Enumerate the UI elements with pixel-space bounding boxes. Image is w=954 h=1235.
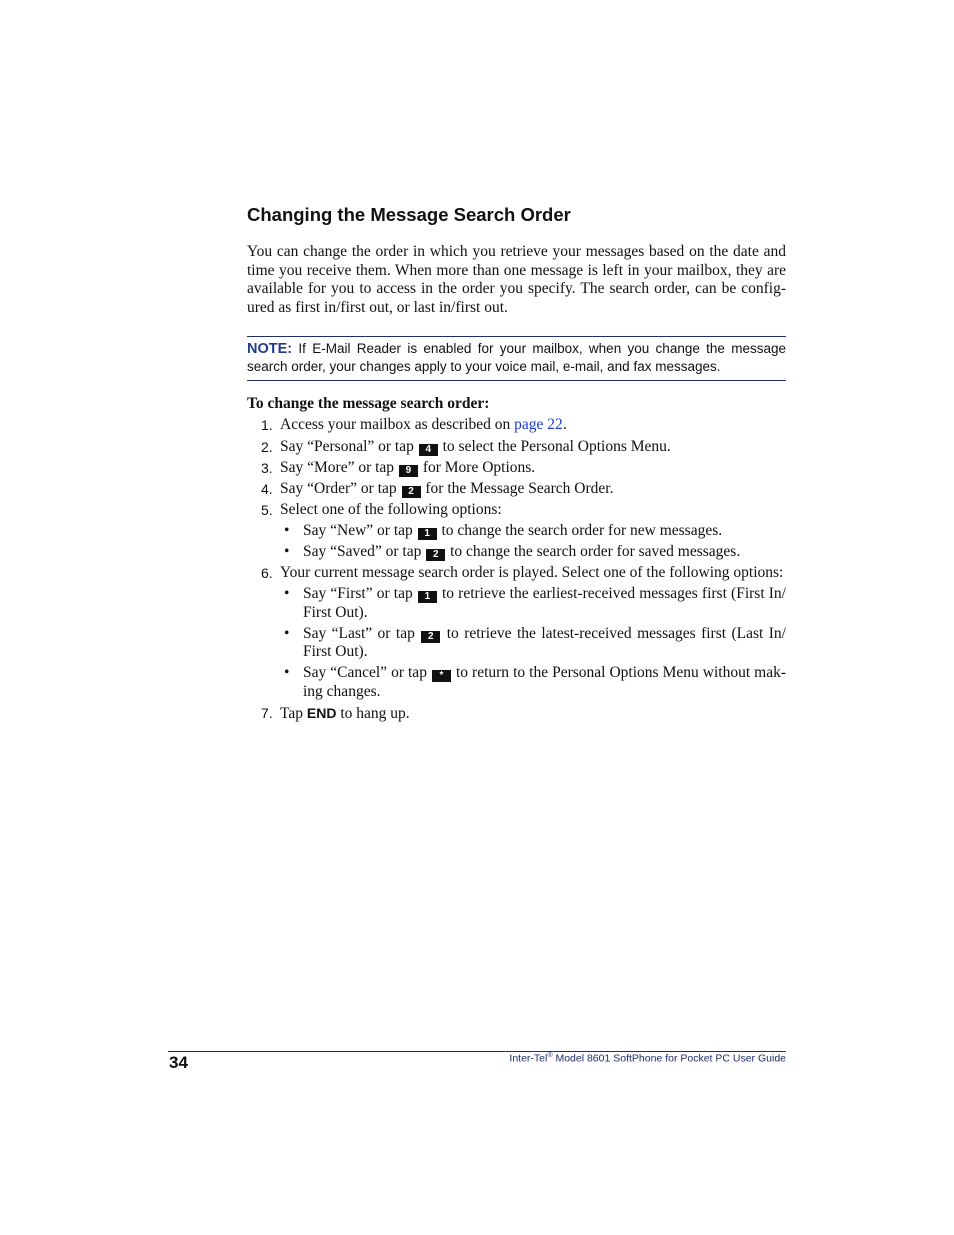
footer-guide-title (509, 1052, 786, 1065)
step-1 (247, 416, 786, 435)
step-6 (247, 564, 786, 701)
bullet-text: Say “Cancel” or tap (303, 664, 431, 682)
bullet-item (280, 625, 786, 662)
step-text: . (562, 416, 567, 434)
intro-paragraph: You can change the order in which you retrieve your messages based on the date and time you receive them. When more than one message is left in your mailbox, they are available for you to access in the order you specify. The search order, can be config-ured as first in/first out, or last in/first out. (247, 243, 786, 317)
bullet-text: Say “New” or tap (303, 521, 417, 539)
step-text: Say “More” or tap (280, 458, 398, 476)
keypad-1-icon: 1 (418, 591, 437, 603)
step-2 (247, 438, 786, 457)
bullet-item (280, 664, 786, 701)
keypad-star-icon: * (432, 670, 451, 682)
step-text: for the Message Search Order. (421, 479, 614, 497)
bullet-text: to retrieve the earliest-received messages first (First In/ First Out). (303, 585, 786, 621)
bullet-text: to change the search order for saved messages. (446, 542, 741, 560)
step-text: Tap (280, 704, 307, 722)
step-text: Your current message search order is played. Select one of the following options: (280, 564, 784, 582)
step-4 (247, 480, 786, 499)
note-label: NOTE: (247, 340, 293, 357)
bullet-icon: • (284, 542, 290, 560)
step-number: 1. (261, 417, 273, 434)
bullet-icon: • (284, 664, 290, 682)
procedure-heading: To change the message search order: (247, 394, 490, 412)
bullet-list (280, 522, 786, 562)
page-number: 34 (169, 1053, 188, 1072)
step-3 (247, 459, 786, 478)
step-text: Access your mailbox as described on (280, 416, 515, 434)
keypad-9-icon: 9 (399, 465, 418, 477)
section-title: Changing the Message Search Order (247, 204, 571, 225)
page-content (247, 200, 786, 723)
keypad-4-icon: 4 (419, 444, 438, 456)
note-text: If E-Mail Reader is enabled for your mailbox, when you change the message search order, your changes apply to your voice mail, e-mail, and fax messages. (247, 340, 786, 375)
bullet-text: Say “First” or tap (303, 585, 417, 603)
note-box (247, 336, 786, 381)
footer-brand: Inter-Tel (509, 1052, 548, 1065)
bullet-list (280, 585, 786, 701)
step-7 (247, 704, 786, 724)
bullet-item (280, 522, 786, 541)
step-number: 2. (261, 438, 273, 455)
bullet-text: to return to the Personal Options Menu without mak-ing changes. (303, 664, 786, 700)
step-text: to select the Personal Options Menu. (438, 437, 671, 455)
keypad-2-icon: 2 (421, 631, 440, 643)
bullet-text: to change the search order for new messages. (437, 521, 723, 539)
step-number: 7. (261, 704, 273, 721)
bullet-icon: • (284, 521, 290, 539)
step-number: 4. (261, 480, 273, 497)
step-number: 3. (261, 459, 273, 476)
step-text: Say “Personal” or tap (280, 437, 418, 455)
bullet-item (280, 543, 786, 562)
step-text: Say “Order” or tap (280, 479, 401, 497)
bullet-text: Say “Saved” or tap (303, 542, 426, 560)
footer-title-text: Model 8601 SoftPhone for Pocket PC User Guide (552, 1052, 786, 1065)
bullet-icon: • (284, 624, 290, 642)
step-text: to hang up. (336, 704, 410, 722)
bullet-text: Say “Last” or tap (303, 624, 421, 642)
step-number: 6. (261, 565, 273, 582)
step-text: for More Options. (418, 458, 536, 476)
steps-list (247, 416, 786, 723)
keypad-2-icon: 2 (426, 549, 445, 561)
page-22-link[interactable]: page 22 (514, 416, 563, 434)
keypad-1-icon: 1 (418, 528, 437, 540)
keypad-2-icon: 2 (402, 486, 421, 498)
step-number: 5. (261, 501, 273, 518)
bullet-icon: • (284, 585, 290, 603)
bullet-text: to retrieve the latest-received messages first (Last In/ First Out). (303, 624, 786, 661)
bullet-item (280, 585, 786, 622)
registered-mark: ® (547, 1052, 553, 1059)
end-key-label: END (306, 704, 337, 721)
step-text: Select one of the following options: (280, 500, 502, 518)
step-5 (247, 501, 786, 562)
